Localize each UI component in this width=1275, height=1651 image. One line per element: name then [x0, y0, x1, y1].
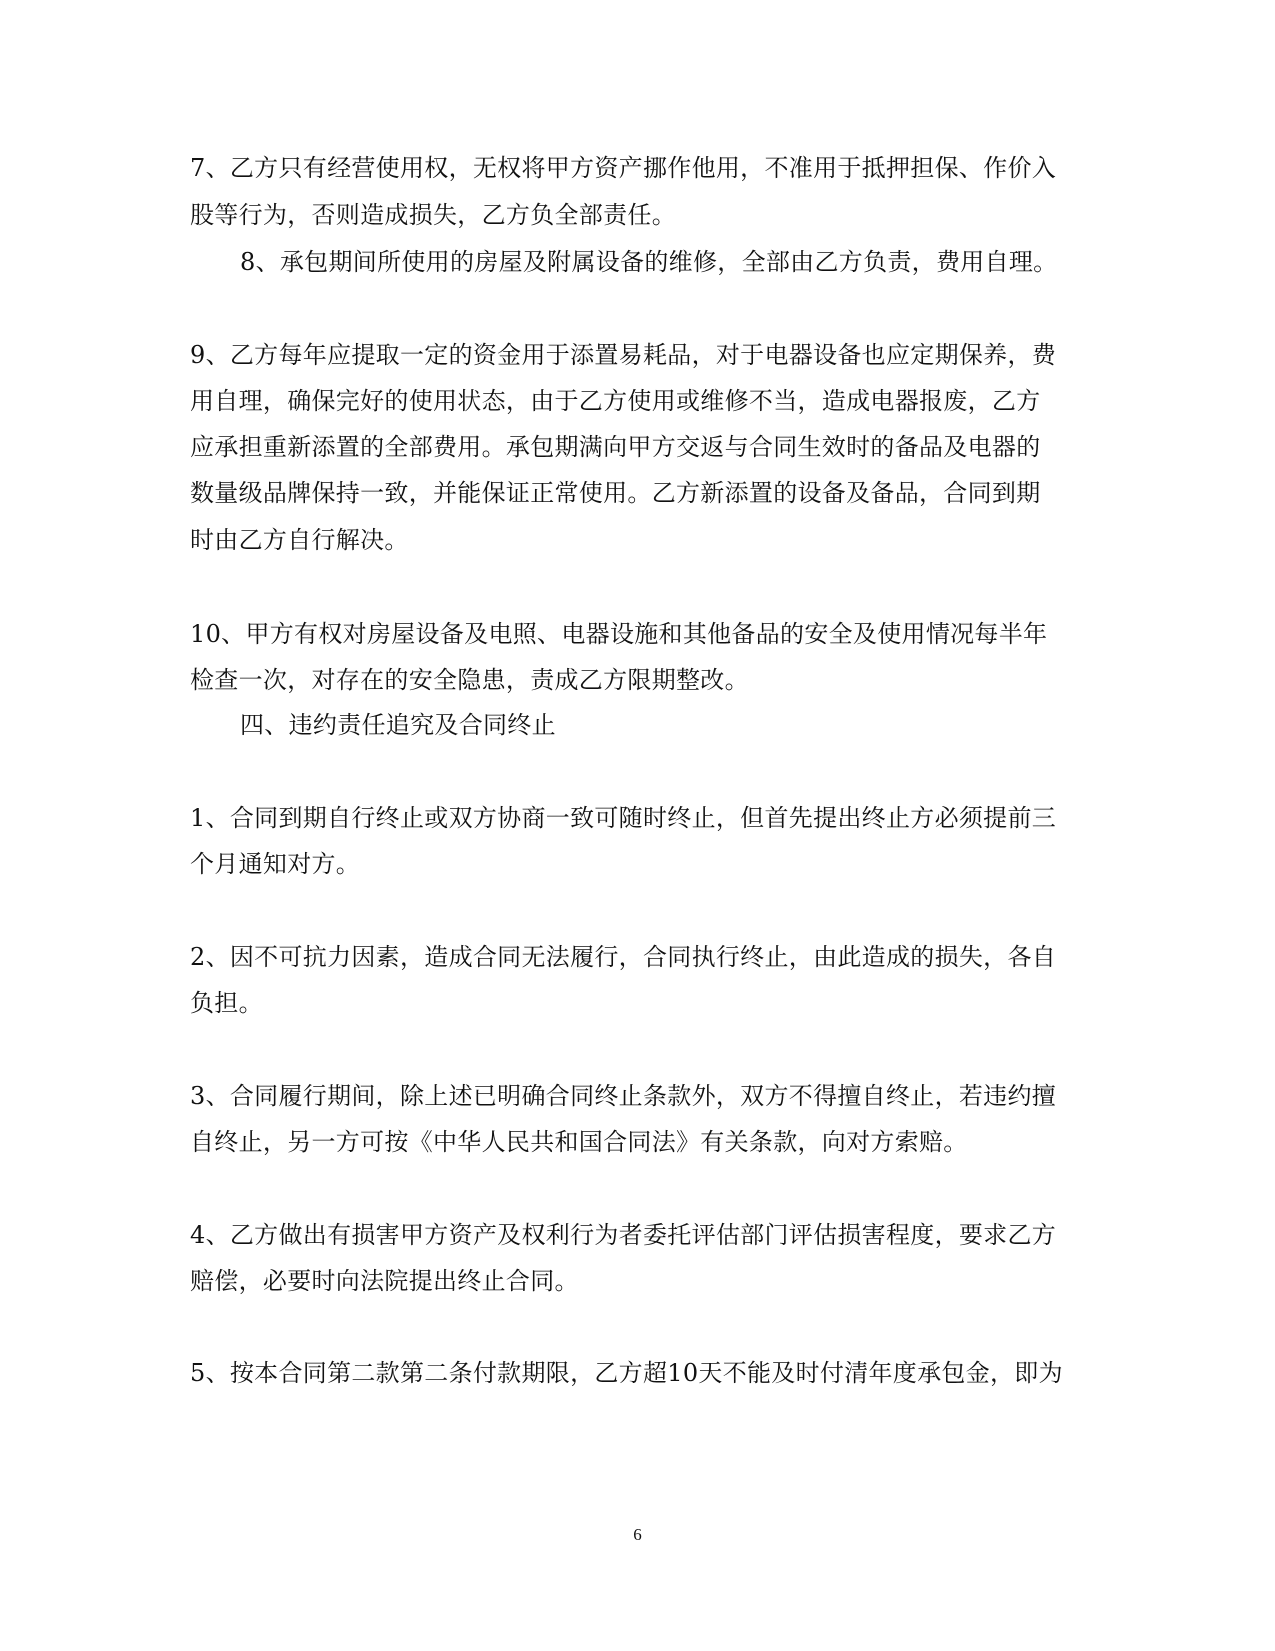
- term-4-line-2: 赔偿，必要时向法院提出终止合同。: [190, 1267, 579, 1295]
- clause-9-line-2: 用自理，确保完好的使用状态，由于乙方使用或维修不当，造成电器报废，乙方: [190, 387, 1041, 415]
- term-3-line-1: 3、合同履行期间，除上述已明确合同终止条款外，双方不得擅自终止，若违约擅: [190, 1082, 1057, 1110]
- clause-7-line-1: 7、乙方只有经营使用权，无权将甲方资产挪作他用，不准用于抵押担保、作价入: [190, 154, 1057, 182]
- term-4-line-1: 4、乙方做出有损害甲方资产及权利行为者委托评估部门评估损害程度，要求乙方: [190, 1221, 1057, 1249]
- term-2-line-2: 负担。: [190, 989, 263, 1017]
- section-4-heading: 四、违约责任追究及合同终止: [240, 711, 556, 739]
- clause-9-line-4: 数量级品牌保持一致，并能保证正常使用。乙方新添置的设备及备品，合同到期: [190, 479, 1041, 507]
- clause-9-line-3: 应承担重新添置的全部费用。承包期满向甲方交返与合同生效时的备品及电器的: [190, 433, 1041, 461]
- term-2-line-1: 2、因不可抗力因素，造成合同无法履行，合同执行终止，由此造成的损失，各自: [190, 943, 1057, 971]
- clause-8-line-1: 8、承包期间所使用的房屋及附属设备的维修，全部由乙方负责，费用自理。: [240, 248, 1058, 276]
- term-1-line-1: 1、合同到期自行终止或双方协商一致可随时终止，但首先提出终止方必须提前三: [190, 804, 1057, 832]
- clause-10-line-1: 10、甲方有权对房屋设备及电照、电器设施和其他备品的安全及使用情况每半年: [190, 620, 1048, 648]
- term-3-line-2: 自终止，另一方可按《中华人民共和国合同法》有关条款，向对方索赔。: [190, 1128, 968, 1156]
- clause-10-line-2: 检查一次，对存在的安全隐患，责成乙方限期整改。: [190, 666, 749, 694]
- clause-9-line-5: 时由乙方自行解决。: [190, 526, 409, 554]
- term-5-line-1: 5、按本合同第二款第二条付款期限，乙方超10天不能及时付清年度承包金，即为: [190, 1359, 1063, 1387]
- page-number: 6: [633, 1525, 642, 1544]
- clause-7-line-2: 股等行为，否则造成损失，乙方负全部责任。: [190, 201, 676, 229]
- term-1-line-2: 个月通知对方。: [190, 850, 361, 878]
- clause-9-line-1: 9、乙方每年应提取一定的资金用于添置易耗品，对于电器设备也应定期保养，费: [190, 341, 1057, 369]
